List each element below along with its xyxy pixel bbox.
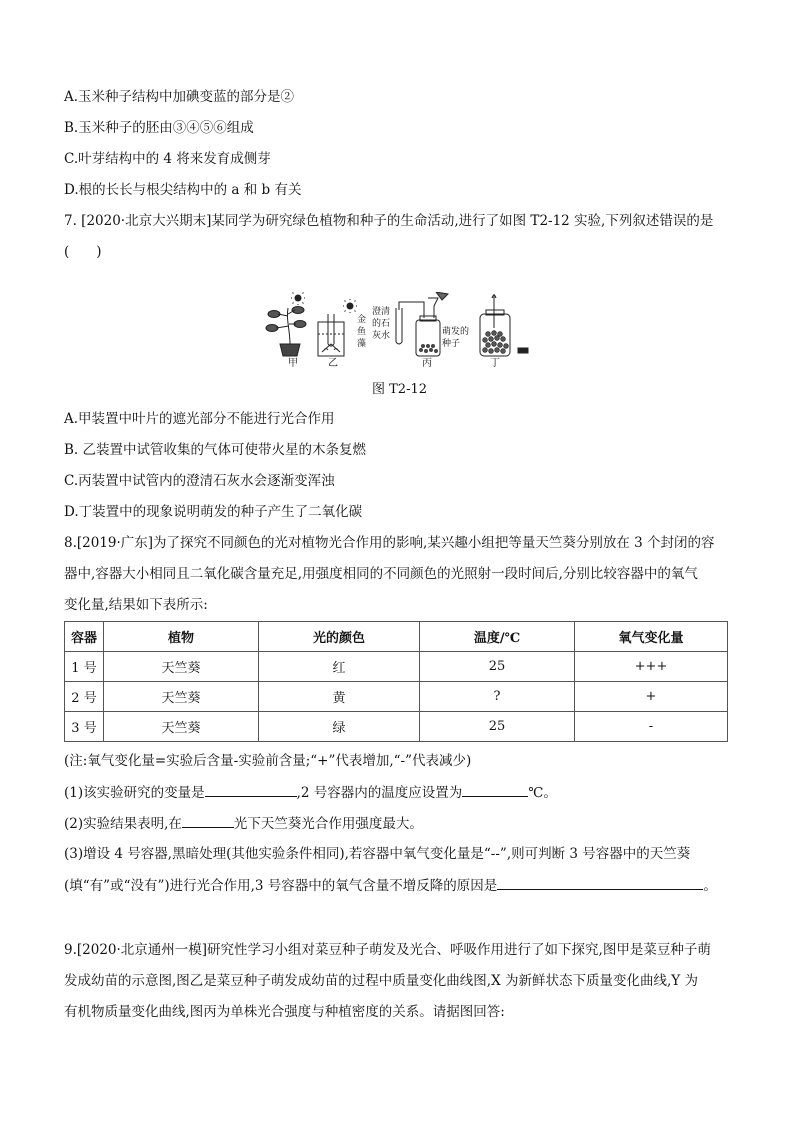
q8-part1-text-b: ,2 号容器内的温度应设置为 bbox=[296, 785, 463, 801]
cell-plant: 天竺葵 bbox=[104, 682, 259, 712]
limewater-label-2: 的石 bbox=[372, 319, 391, 329]
q8-part1-text-a: (1)该实验研究的变量是 bbox=[64, 785, 205, 801]
cell-temperature: 25 bbox=[420, 652, 575, 682]
q8-part2-text-a: (2)实验结果表明,在 bbox=[64, 816, 182, 832]
table-row bbox=[65, 712, 728, 742]
label-ding: 丁 bbox=[490, 358, 500, 368]
q9-line1: 9.[2020·北京通州一模]研究性学习小组对菜豆种子萌发及光合、呼吸作用进行了如下探究,图甲是菜豆种子萌 bbox=[64, 942, 711, 958]
answer-blank-variable[interactable] bbox=[205, 783, 297, 797]
cell-container: 1 号 bbox=[65, 652, 104, 682]
seed-label-1: 萌发的 bbox=[442, 327, 470, 337]
q9-line2: 发成幼苗的示意图,图乙是菜豆种子萌发成幼苗的过程中质量变化曲线图,X 为新鲜状态下质量变化曲线,Y 为 bbox=[64, 973, 698, 989]
q8-part2 bbox=[64, 814, 423, 833]
q9-line3: 有机物质量变化曲线,图丙为单株光合强度与种植密度的关系。请据图回答: bbox=[64, 1004, 505, 1020]
q6-option-d: D.根的长长与根尖结构中的 a 和 b 有关 bbox=[64, 182, 302, 198]
q7-option-c: C.丙装置中试管内的澄清石灰水会逐渐变浑浊 bbox=[64, 473, 335, 489]
q6-option-a: A.玉米种子结构中加碘变蓝的部分是② bbox=[64, 89, 295, 105]
q7-stem: 7. [2020·北京大兴期末]某同学为研究绿色植物和种子的生命活动,进行了如图 T2-12 实验,下列叙述错误的是 bbox=[64, 213, 714, 229]
header-light-color: 光的颜色 bbox=[259, 622, 420, 652]
apparatus-bing bbox=[396, 292, 448, 356]
cell-plant: 天竺葵 bbox=[104, 712, 259, 742]
header-plant: 植物 bbox=[104, 622, 259, 652]
table-header-row bbox=[65, 622, 728, 652]
answer-blank-light-color[interactable] bbox=[182, 814, 234, 828]
figure-caption: 图 T2-12 bbox=[372, 382, 428, 397]
label-bing: 丙 bbox=[422, 358, 432, 368]
q6-option-c: C.叶芽结构中的 4 将来发育成侧芽 bbox=[64, 151, 271, 167]
q7-option-a: A.甲装置中叶片的遮光部分不能进行光合作用 bbox=[64, 411, 335, 427]
q8-part2-text-b: 光下天竺葵光合作用强度最大。 bbox=[233, 816, 423, 832]
q7-option-d: D.丁装置中的现象说明萌发的种子产生了二氧化碳 bbox=[64, 504, 363, 520]
cell-oxygen-change: +++ bbox=[575, 652, 728, 682]
q8-part1 bbox=[64, 783, 557, 802]
cell-light-color: 绿 bbox=[259, 712, 420, 742]
weed-label-3: 藻 bbox=[357, 339, 367, 349]
cell-temperature: 25 bbox=[420, 712, 575, 742]
cell-container: 3 号 bbox=[65, 712, 104, 742]
q6-option-b: B.玉米种子的胚由③④⑤⑥组成 bbox=[64, 120, 254, 136]
q8-stem-line2: 器中,容器大小相同且二氧化碳含量充足,用强度相同的不同颜色的光照射一段时间后,分别比较容器中的氧气 bbox=[64, 566, 698, 582]
seed-label-2: 种子 bbox=[442, 339, 461, 349]
experiment-figure bbox=[262, 292, 542, 368]
header-oxygen-change: 氧气变化量 bbox=[575, 622, 728, 652]
answer-blank-reason[interactable] bbox=[497, 876, 703, 890]
label-yi: 乙 bbox=[328, 358, 338, 368]
q8-stem-line1: 8.[2019·广东]为了探究不同颜色的光对植物光合作用的影响,某兴趣小组把等量天竺葵分别放在 3 个封闭的容 bbox=[64, 535, 715, 551]
label-jia: 甲 bbox=[288, 358, 298, 368]
header-container: 容器 bbox=[65, 622, 104, 652]
cell-light-color: 黄 bbox=[259, 682, 420, 712]
header-temperature: 温度/℃ bbox=[420, 622, 575, 652]
limewater-label-1: 澄清 bbox=[372, 307, 391, 317]
limewater-label-3: 灰水 bbox=[372, 331, 391, 341]
cell-oxygen-change: - bbox=[575, 712, 728, 742]
apparatus-yi bbox=[318, 299, 357, 356]
q8-part3-line2 bbox=[64, 876, 717, 895]
cell-temperature: ? bbox=[420, 682, 575, 712]
q7-answer-bracket: ( ) bbox=[64, 244, 102, 260]
apparatus-jia bbox=[266, 292, 306, 356]
q8-stem-line3: 变化量,结果如下表所示: bbox=[64, 597, 208, 613]
cell-container: 2 号 bbox=[65, 682, 104, 712]
answer-blank-temperature[interactable] bbox=[462, 783, 528, 797]
cell-oxygen-change: + bbox=[575, 682, 728, 712]
table-row bbox=[65, 682, 728, 712]
q7-option-b: B. 乙装置中试管收集的气体可使带火星的木条复燃 bbox=[64, 442, 367, 458]
results-table bbox=[64, 621, 728, 742]
q8-part3-text-b: 。 bbox=[703, 878, 717, 894]
q8-part3-text-a: (填“有”或“没有”)进行光合作用,3 号容器中的氧气含量不增反降的原因是 bbox=[64, 878, 498, 894]
apparatus-ding bbox=[480, 294, 528, 356]
cell-light-color: 红 bbox=[259, 652, 420, 682]
weed-label-2: 鱼 bbox=[357, 327, 367, 337]
q8-note: (注:氧气变化量=实验后含量-实验前含量;“+”代表增加,“-”代表减少) bbox=[64, 753, 472, 769]
cell-plant: 天竺葵 bbox=[104, 652, 259, 682]
table-row bbox=[65, 652, 728, 682]
q8-part3-line1: (3)增设 4 号容器,黑暗处理(其他实验条件相同),若容器中氧气变化量是“--”,则可判断 3 号容器中的天竺葵 bbox=[64, 846, 691, 862]
q8-part1-text-c: ℃。 bbox=[528, 785, 557, 801]
weed-label-1: 金 bbox=[357, 315, 367, 325]
